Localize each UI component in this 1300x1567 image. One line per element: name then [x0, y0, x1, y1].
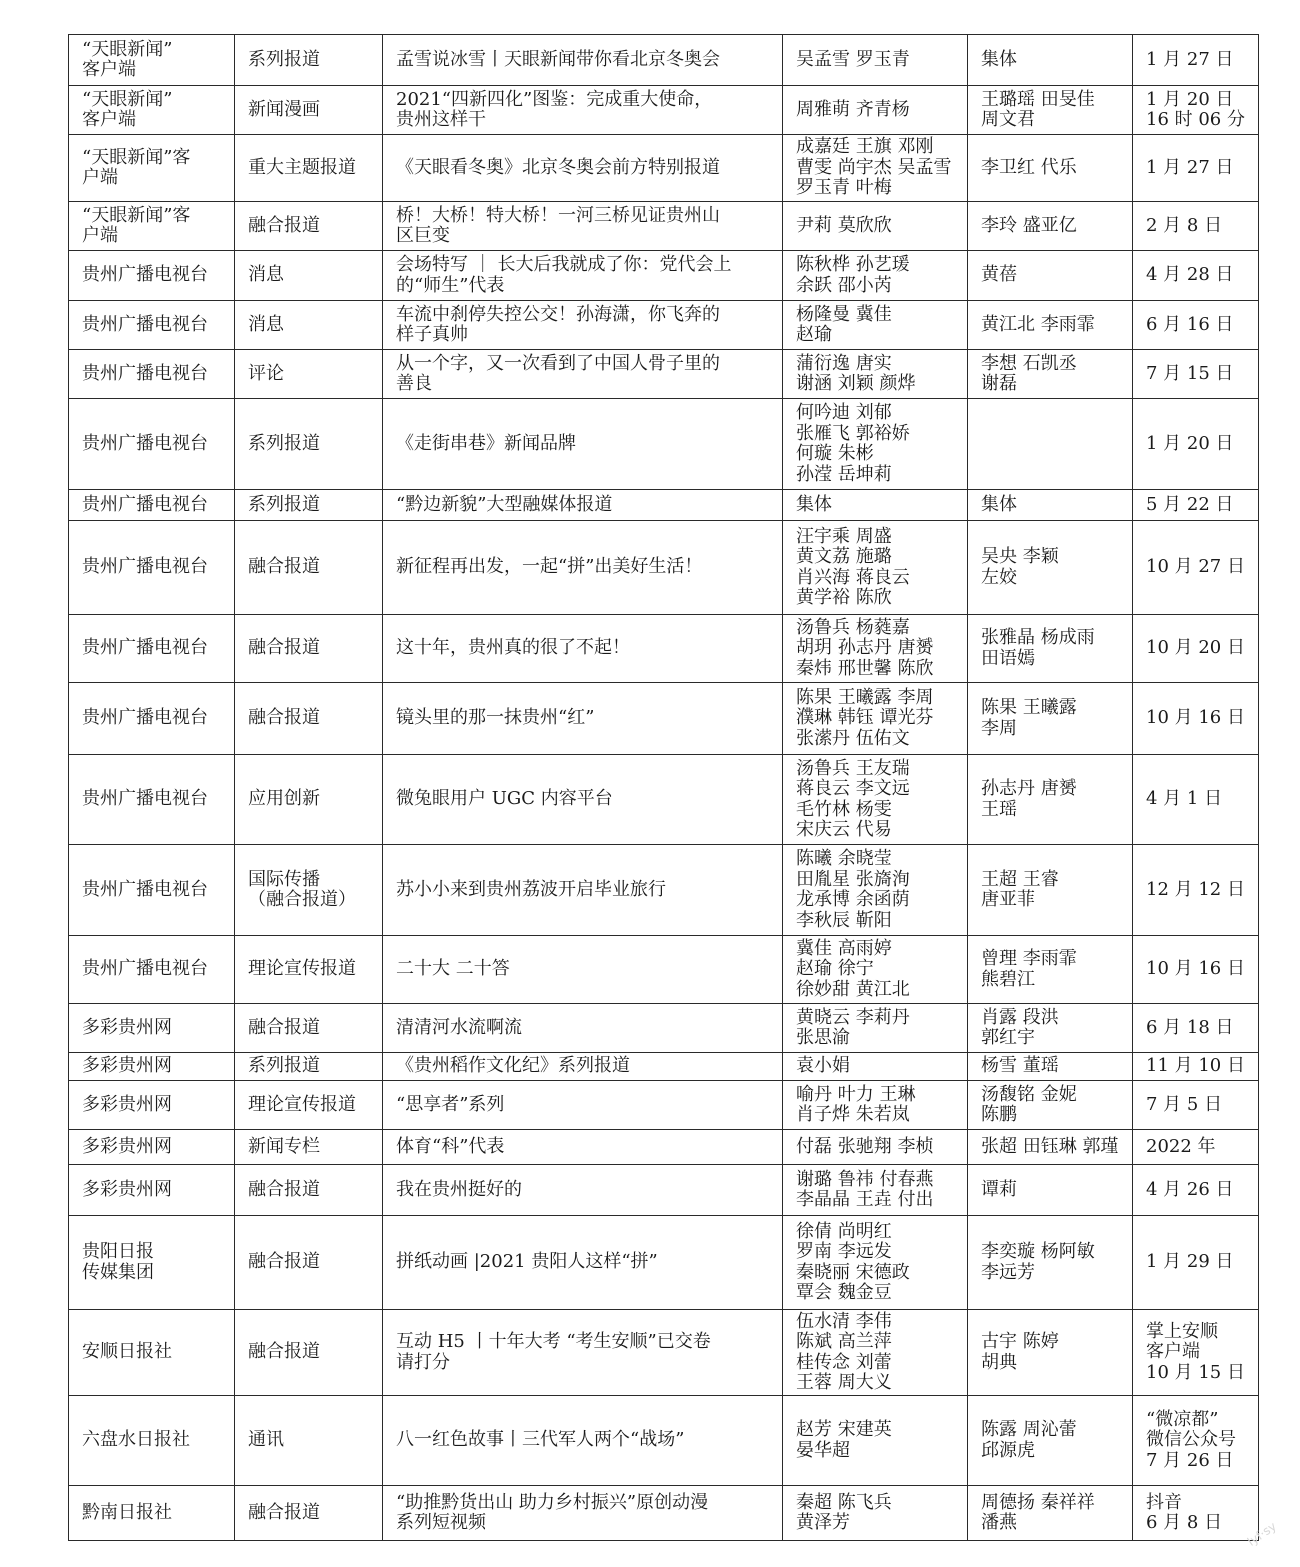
- cell-authors: 喻丹 叶力 王琳 肖子烨 朱若岚: [783, 1081, 968, 1130]
- cell-unit: 贵州广播电视台: [69, 399, 235, 490]
- cell-unit: 贵州广播电视台: [69, 251, 235, 301]
- cell-title: 《走街串巷》新闻品牌: [383, 399, 783, 490]
- cell-category: 国际传播 （融合报道）: [235, 845, 383, 936]
- cell-title: 拼纸动画 |2021 贵阳人这样“拼”: [383, 1216, 783, 1310]
- cell-date: 4 月 26 日: [1133, 1165, 1259, 1216]
- table-row: [69, 936, 1259, 1004]
- cell-unit: 六盘水日报社: [69, 1396, 235, 1486]
- cell-authors: 集体: [783, 490, 968, 521]
- cell-date: 7 月 5 日: [1133, 1081, 1259, 1130]
- cell-date: 4 月 28 日: [1133, 251, 1259, 301]
- table-row: [69, 1081, 1259, 1130]
- cell-unit: 安顺日报社: [69, 1310, 235, 1396]
- cell-title: 桥！大桥！特大桥！一河三桥见证贵州山 区巨变: [383, 202, 783, 251]
- cell-authors: 蒲衍逸 唐实 谢涵 刘颖 颜烨: [783, 350, 968, 399]
- cell-authors: 秦超 陈飞兵 黄泽芳: [783, 1486, 968, 1541]
- cell-editors: 曾理 李雨霏 熊碧江: [968, 936, 1133, 1004]
- cell-editors: 王超 王睿 唐亚菲: [968, 845, 1133, 936]
- cell-unit: 贵州广播电视台: [69, 683, 235, 755]
- cell-unit: “天眼新闻”客 户端: [69, 135, 235, 202]
- cell-editors: 集体: [968, 490, 1133, 521]
- cell-category: 系列报道: [235, 399, 383, 490]
- cell-title: 二十大 二十答: [383, 936, 783, 1004]
- cell-editors: 李想 石凯丞 谢磊: [968, 350, 1133, 399]
- cell-date: 6 月 16 日: [1133, 301, 1259, 350]
- cell-unit: “天眼新闻” 客户端: [69, 35, 235, 86]
- cell-editors: 李玲 盛亚亿: [968, 202, 1133, 251]
- cell-editors: 杨雪 董瑶: [968, 1053, 1133, 1081]
- cell-unit: 多彩贵州网: [69, 1053, 235, 1081]
- cell-unit: 多彩贵州网: [69, 1004, 235, 1053]
- cell-title: 从一个字，又一次看到了中国人骨子里的 善良: [383, 350, 783, 399]
- cell-date: 1 月 27 日: [1133, 135, 1259, 202]
- cell-title: 《天眼看冬奥》北京冬奥会前方特别报道: [383, 135, 783, 202]
- cell-title: 我在贵州挺好的: [383, 1165, 783, 1216]
- cell-unit: 多彩贵州网: [69, 1081, 235, 1130]
- cell-unit: 贵阳日报 传媒集团: [69, 1216, 235, 1310]
- cell-editors: 周德扬 秦祥祥 潘燕: [968, 1486, 1133, 1541]
- cell-authors: 汪宇乘 周盛 黄文荔 施璐 肖兴海 蒋良云 黄学裕 陈欣: [783, 521, 968, 615]
- cell-category: 融合报道: [235, 1216, 383, 1310]
- cell-date: 12 月 12 日: [1133, 845, 1259, 936]
- cell-category: 系列报道: [235, 490, 383, 521]
- cell-unit: 贵州广播电视台: [69, 936, 235, 1004]
- cell-unit: 贵州广播电视台: [69, 301, 235, 350]
- cell-date: 5 月 22 日: [1133, 490, 1259, 521]
- cell-authors: 成嘉廷 王旗 邓刚 曹雯 尚宇杰 吴孟雪 罗玉青 叶梅: [783, 135, 968, 202]
- cell-category: 通讯: [235, 1396, 383, 1486]
- cell-title: 会场特写 ｜ 长大后我就成了你：党代会上 的“师生”代表: [383, 251, 783, 301]
- table-row: [69, 845, 1259, 936]
- cell-editors: 陈露 周沁蕾 邱源虎: [968, 1396, 1133, 1486]
- table-row: [69, 1216, 1259, 1310]
- cell-authors: 陈果 王曦露 李周 濮琳 韩钰 谭光芬 张潆丹 伍佑文: [783, 683, 968, 755]
- table-row: [69, 86, 1259, 135]
- cell-authors: 谢璐 鲁祎 付春燕 李晶晶 王垚 付出: [783, 1165, 968, 1216]
- table-row: [69, 521, 1259, 615]
- cell-date: 4 月 1 日: [1133, 755, 1259, 845]
- cell-unit: 贵州广播电视台: [69, 490, 235, 521]
- table-row: [69, 615, 1259, 683]
- cell-category: 消息: [235, 301, 383, 350]
- cell-category: 系列报道: [235, 35, 383, 86]
- table-row: [69, 490, 1259, 521]
- watermark: lyf·sy: [1245, 1519, 1280, 1549]
- cell-category: 融合报道: [235, 1004, 383, 1053]
- cell-authors: 袁小娟: [783, 1053, 968, 1081]
- table-row: [69, 1310, 1259, 1396]
- cell-date: 掌上安顺 客户端 10 月 15 日: [1133, 1310, 1259, 1396]
- table-body: [69, 35, 1259, 1541]
- cell-unit: 贵州广播电视台: [69, 521, 235, 615]
- cell-date: 1 月 20 日: [1133, 399, 1259, 490]
- cell-authors: 赵芳 宋建英 晏华超: [783, 1396, 968, 1486]
- table-row: [69, 1053, 1259, 1081]
- cell-date: 6 月 18 日: [1133, 1004, 1259, 1053]
- cell-date: 抖音 6 月 8 日: [1133, 1486, 1259, 1541]
- table-row: [69, 1004, 1259, 1053]
- cell-editors: 集体: [968, 35, 1133, 86]
- cell-unit: 贵州广播电视台: [69, 350, 235, 399]
- cell-title: “助推黔货出山 助力乡村振兴”原创动漫 系列短视频: [383, 1486, 783, 1541]
- cell-title: 八一红色故事丨三代军人两个“战场”: [383, 1396, 783, 1486]
- cell-date: 1 月 29 日: [1133, 1216, 1259, 1310]
- cell-editors: 汤馥铭 金妮 陈鹏: [968, 1081, 1133, 1130]
- cell-authors: 黄晓云 李莉丹 张思渝: [783, 1004, 968, 1053]
- cell-date: 1 月 20 日 16 时 06 分: [1133, 86, 1259, 135]
- cell-category: 系列报道: [235, 1053, 383, 1081]
- cell-category: 重大主题报道: [235, 135, 383, 202]
- cell-editors: 古宇 陈婷 胡典: [968, 1310, 1133, 1396]
- cell-editors: 李卫红 代乐: [968, 135, 1133, 202]
- cell-unit: 贵州广播电视台: [69, 615, 235, 683]
- table-row: [69, 35, 1259, 86]
- cell-title: 2021“四新四化”图鉴：完成重大使命， 贵州这样干: [383, 86, 783, 135]
- cell-editors: 黄蓓: [968, 251, 1133, 301]
- cell-title: 苏小小来到贵州荔波开启毕业旅行: [383, 845, 783, 936]
- cell-category: 融合报道: [235, 202, 383, 251]
- cell-date: 7 月 15 日: [1133, 350, 1259, 399]
- cell-date: 10 月 16 日: [1133, 683, 1259, 755]
- cell-editors: 孙志丹 唐赟 王瑶: [968, 755, 1133, 845]
- table-row: [69, 1486, 1259, 1541]
- cell-category: 融合报道: [235, 683, 383, 755]
- cell-authors: 陈曦 余晓莹 田胤星 张旖洵 龙承博 余函荫 李秋辰 靳阳: [783, 845, 968, 936]
- cell-category: 理论宣传报道: [235, 936, 383, 1004]
- table-row: [69, 683, 1259, 755]
- table-row: [69, 399, 1259, 490]
- cell-editors: 陈果 王曦露 李周: [968, 683, 1133, 755]
- cell-authors: 杨隆曼 冀佳 赵瑜: [783, 301, 968, 350]
- cell-title: 《贵州稻作文化纪》系列报道: [383, 1053, 783, 1081]
- cell-category: 融合报道: [235, 1310, 383, 1396]
- cell-title: 车流中刹停失控公交！孙海潇，你飞奔的 样子真帅: [383, 301, 783, 350]
- table-row: [69, 1396, 1259, 1486]
- cell-editors: 谭莉: [968, 1165, 1133, 1216]
- cell-title: 孟雪说冰雪丨天眼新闻带你看北京冬奥会: [383, 35, 783, 86]
- cell-category: 融合报道: [235, 615, 383, 683]
- cell-category: 融合报道: [235, 1486, 383, 1541]
- cell-category: 融合报道: [235, 1165, 383, 1216]
- cell-date: 2 月 8 日: [1133, 202, 1259, 251]
- table-row: [69, 251, 1259, 301]
- cell-date: “微凉都” 微信公众号 7 月 26 日: [1133, 1396, 1259, 1486]
- table-row: [69, 202, 1259, 251]
- cell-editors: 张雅晶 杨成雨 田语嫣: [968, 615, 1133, 683]
- cell-editors: 李奕璇 杨阿敏 李远芳: [968, 1216, 1133, 1310]
- cell-unit: 贵州广播电视台: [69, 755, 235, 845]
- cell-unit: “天眼新闻”客 户端: [69, 202, 235, 251]
- cell-editors: [968, 399, 1133, 490]
- cell-category: 应用创新: [235, 755, 383, 845]
- cell-unit: “天眼新闻” 客户端: [69, 86, 235, 135]
- cell-authors: 汤鲁兵 王友瑞 蒋良云 李文远 毛竹林 杨雯 宋庆云 代易: [783, 755, 968, 845]
- cell-authors: 何吟迪 刘郁 张雁飞 郭裕娇 何璇 朱彬 孙滢 岳坤莉: [783, 399, 968, 490]
- cell-title: “思享者”系列: [383, 1081, 783, 1130]
- table-row: [69, 350, 1259, 399]
- table-row: [69, 1130, 1259, 1165]
- cell-title: 镜头里的那一抹贵州“红”: [383, 683, 783, 755]
- cell-category: 新闻专栏: [235, 1130, 383, 1165]
- cell-authors: 付磊 张驰翔 李桢: [783, 1130, 968, 1165]
- table-row: [69, 135, 1259, 202]
- awards-table: [68, 34, 1259, 1541]
- cell-title: “黔边新貌”大型融媒体报道: [383, 490, 783, 521]
- cell-date: 1 月 27 日: [1133, 35, 1259, 86]
- cell-unit: 多彩贵州网: [69, 1130, 235, 1165]
- cell-authors: 尹莉 莫欣欣: [783, 202, 968, 251]
- cell-date: 11 月 10 日: [1133, 1053, 1259, 1081]
- cell-authors: 汤鲁兵 杨蕤嘉 胡玥 孙志丹 唐赟 秦炜 邢世馨 陈欣: [783, 615, 968, 683]
- cell-category: 新闻漫画: [235, 86, 383, 135]
- cell-category: 评论: [235, 350, 383, 399]
- cell-editors: 张超 田钰琳 郭瑾: [968, 1130, 1133, 1165]
- cell-editors: 肖露 段洪 郭红宇: [968, 1004, 1133, 1053]
- cell-editors: 王璐瑶 田旻佳 周文君: [968, 86, 1133, 135]
- table-row: [69, 301, 1259, 350]
- cell-title: 清清河水流啊流: [383, 1004, 783, 1053]
- cell-title: 体育“科”代表: [383, 1130, 783, 1165]
- cell-title: 这十年，贵州真的很了不起！: [383, 615, 783, 683]
- cell-title: 新征程再出发，一起“拼”出美好生活！: [383, 521, 783, 615]
- cell-date: 10 月 27 日: [1133, 521, 1259, 615]
- cell-authors: 陈秋桦 孙艺瑗 余跃 邵小芮: [783, 251, 968, 301]
- cell-unit: 贵州广播电视台: [69, 845, 235, 936]
- cell-category: 理论宣传报道: [235, 1081, 383, 1130]
- cell-date: 2022 年: [1133, 1130, 1259, 1165]
- cell-title: 互动 H5 丨十年大考 “考生安顺”已交卷 请打分: [383, 1310, 783, 1396]
- cell-category: 消息: [235, 251, 383, 301]
- cell-authors: 伍水清 李伟 陈斌 高兰萍 桂传念 刘蕾 王蓉 周大义: [783, 1310, 968, 1396]
- cell-authors: 徐倩 尚明红 罗南 李远发 秦晓丽 宋德政 覃会 魏金豆: [783, 1216, 968, 1310]
- cell-editors: 黄江北 李雨霏: [968, 301, 1133, 350]
- cell-authors: 冀佳 高雨婷 赵瑜 徐宁 徐妙甜 黄江北: [783, 936, 968, 1004]
- cell-unit: 黔南日报社: [69, 1486, 235, 1541]
- cell-date: 10 月 16 日: [1133, 936, 1259, 1004]
- cell-title: 微兔眼用户 UGC 内容平台: [383, 755, 783, 845]
- cell-unit: 多彩贵州网: [69, 1165, 235, 1216]
- cell-authors: 吴孟雪 罗玉青: [783, 35, 968, 86]
- cell-category: 融合报道: [235, 521, 383, 615]
- cell-date: 10 月 20 日: [1133, 615, 1259, 683]
- table-row: [69, 755, 1259, 845]
- table-row: [69, 1165, 1259, 1216]
- cell-editors: 吴央 李颖 左姣: [968, 521, 1133, 615]
- cell-authors: 周雅萌 齐青杨: [783, 86, 968, 135]
